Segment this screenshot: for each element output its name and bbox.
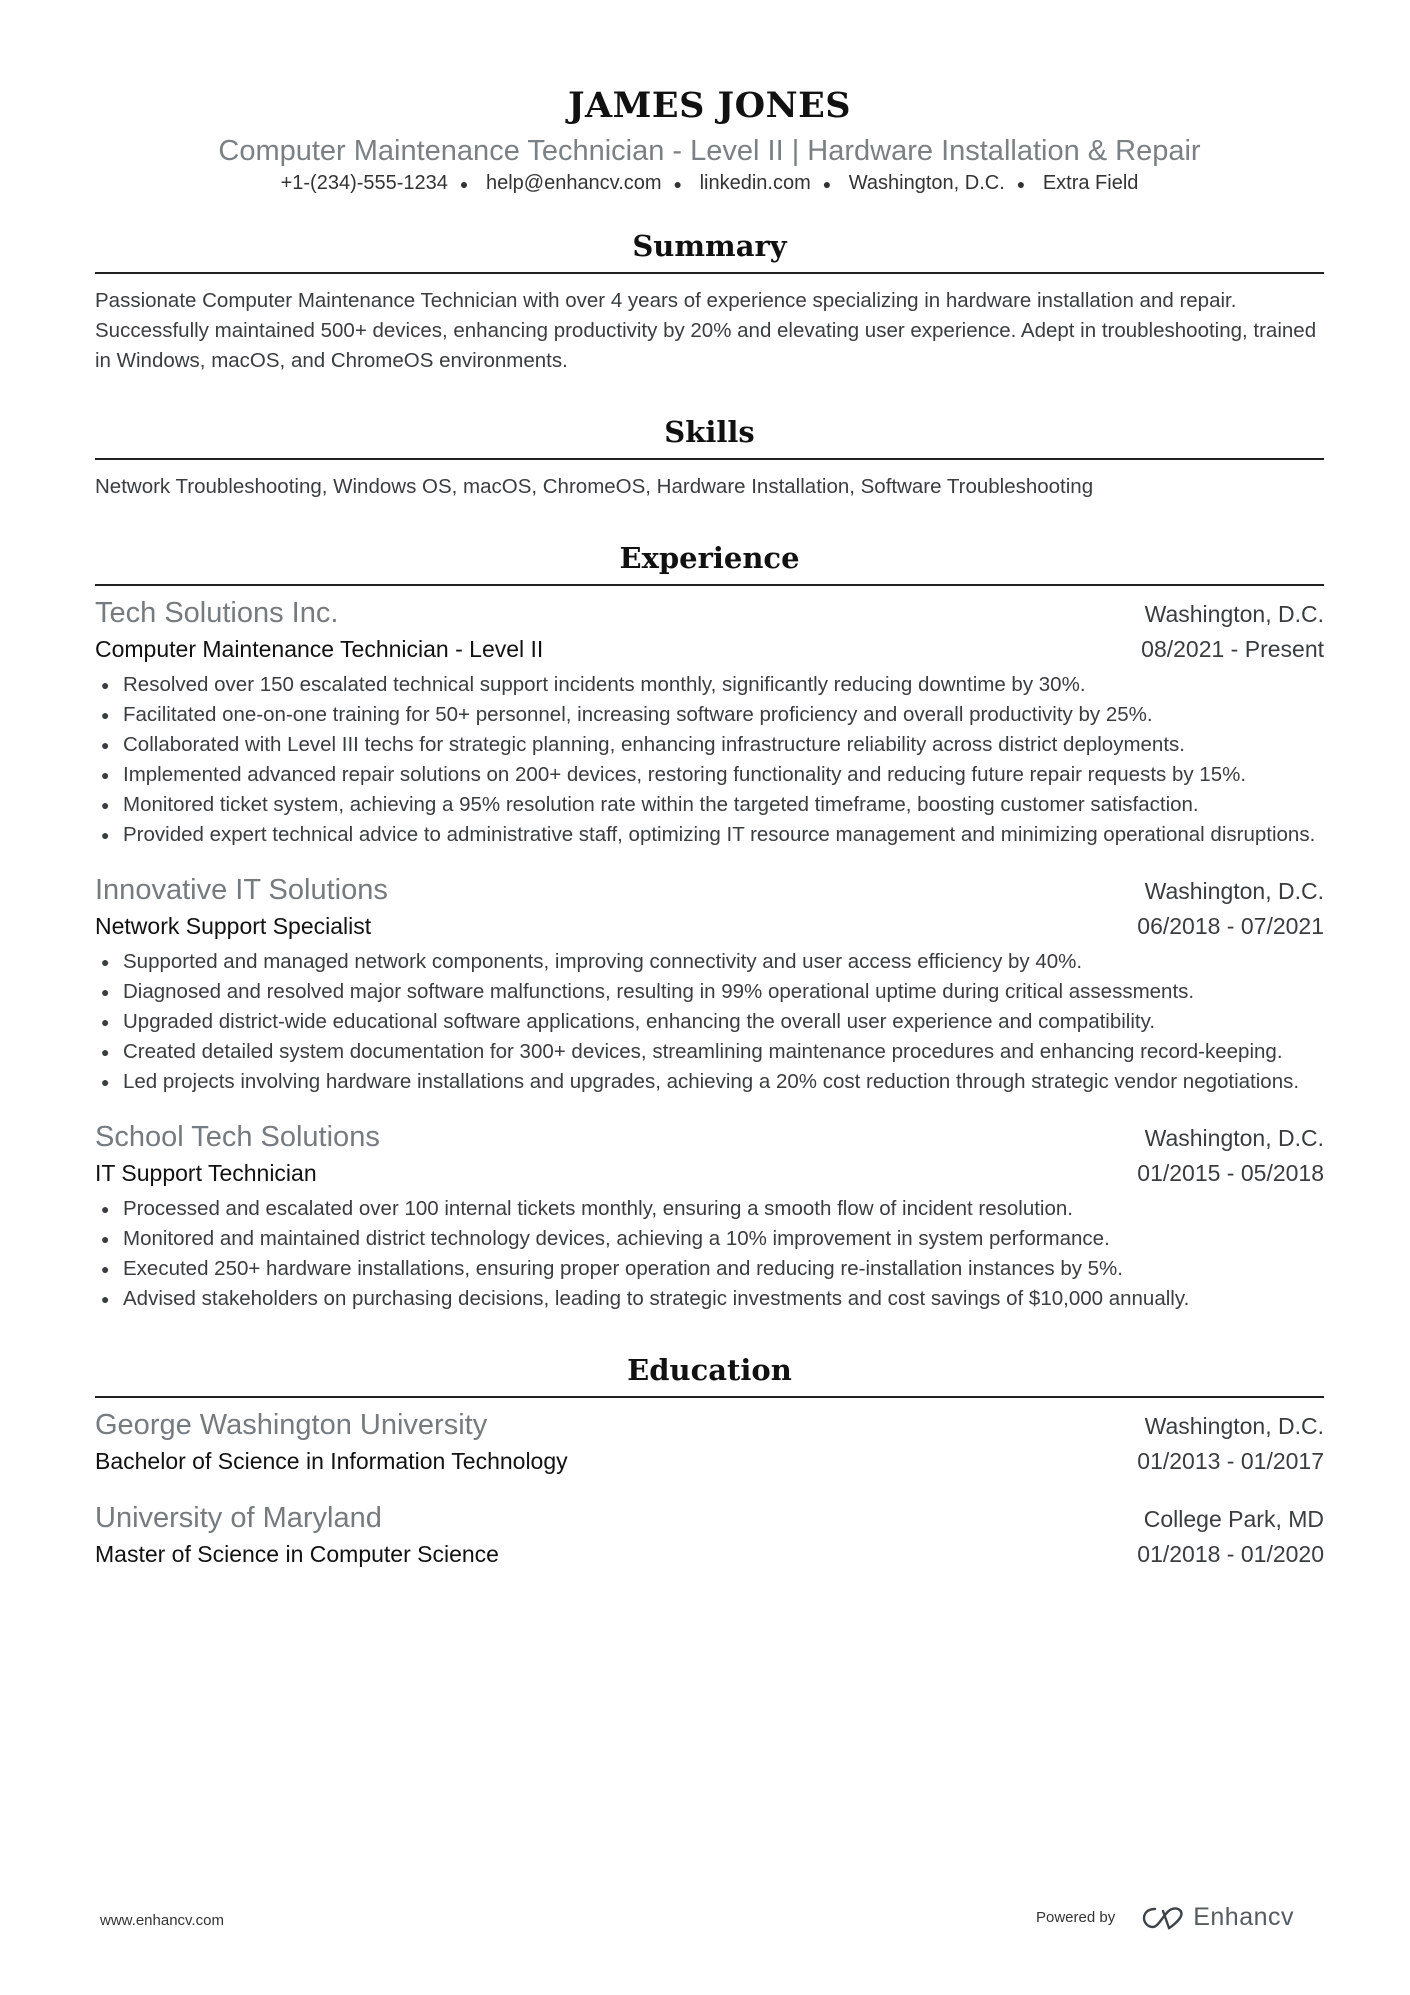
job-title: Network Support Specialist	[95, 913, 372, 939]
bullet-text: Provided expert technical advice to administrative staff, optimizing IT resource management and minimizing operational disruptions.	[123, 823, 1316, 846]
job-location: Washington, D.C.	[1144, 1125, 1324, 1151]
job-title: IT Support Technician	[95, 1160, 317, 1186]
separator-dot: ●	[673, 175, 683, 192]
education-entry	[95, 1407, 1324, 1478]
bullet-text: Diagnosed and resolved major software malfunctions, resulting in 99% operational uptime during critical assessments.	[123, 980, 1195, 1003]
linkedin-link[interactable]: linkedin.com	[699, 172, 811, 194]
section-heading: Education	[95, 1350, 1324, 1398]
list-item	[95, 1194, 1324, 1224]
section-heading: Experience	[95, 538, 1324, 586]
bullet-icon: ●	[101, 1014, 110, 1030]
bullet-icon: ●	[101, 954, 110, 970]
bullet-text: Supported and managed network components, improving connectivity and user access efficiency by 40%.	[123, 950, 1083, 973]
enhancv-logo-icon	[1141, 1905, 1187, 1931]
bullet-icon: ●	[101, 984, 110, 1000]
achievement-list	[95, 670, 1324, 850]
bullet-text: Advised stakeholders on purchasing decisions, leading to strategic investments and cost savings of $10,000 annually.	[123, 1287, 1190, 1310]
bullet-icon: ●	[101, 1074, 110, 1090]
bullet-icon: ●	[101, 827, 110, 843]
bullet-text: Created detailed system documentation for 300+ devices, streamlining maintenance procedures and enhancing record-keeping.	[123, 1040, 1283, 1063]
section-heading: Summary	[95, 226, 1324, 274]
experience-entry	[95, 1119, 1324, 1314]
bullet-icon: ●	[101, 1201, 110, 1217]
list-item	[95, 700, 1324, 730]
extra-field: Extra Field	[1042, 172, 1139, 194]
list-item	[95, 670, 1324, 700]
list-item	[95, 1284, 1324, 1314]
education-entry	[95, 1500, 1324, 1571]
job-location: Washington, D.C.	[1144, 878, 1324, 904]
phone: +1-(234)-555-1234	[280, 172, 448, 194]
job-title: Computer Maintenance Technician - Level II	[95, 636, 544, 662]
bullet-text: Collaborated with Level III techs for strategic planning, enhancing infrastructure reliability across district deployments.	[123, 733, 1185, 756]
bullet-text: Resolved over 150 escalated technical support incidents monthly, significantly reducing downtime by 30%.	[123, 673, 1086, 696]
separator-dot: ●	[459, 175, 469, 192]
separator-dot: ●	[1016, 175, 1026, 192]
education-dates: 01/2013 - 01/2017	[1137, 1448, 1324, 1474]
school-location: College Park, MD	[1143, 1506, 1324, 1532]
skills-section	[95, 412, 1324, 502]
list-item	[95, 820, 1324, 850]
degree: Bachelor of Science in Information Technology	[95, 1448, 568, 1474]
contact-info	[95, 170, 1324, 197]
separator-dot: ●	[822, 175, 832, 192]
list-item	[95, 730, 1324, 760]
bullet-text: Implemented advanced repair solutions on 200+ devices, restoring functionality and reducing future repair requests by 15%.	[123, 763, 1247, 786]
experience-section	[95, 538, 1324, 1314]
bullet-icon: ●	[101, 1044, 110, 1060]
bullet-text: Processed and escalated over 100 internal tickets monthly, ensuring a smooth flow of incident resolution.	[123, 1197, 1073, 1220]
list-item	[95, 947, 1324, 977]
achievement-list	[95, 1194, 1324, 1314]
job-dates: 01/2015 - 05/2018	[1137, 1160, 1324, 1186]
degree: Master of Science in Computer Science	[95, 1541, 499, 1567]
education-section	[95, 1350, 1324, 1571]
bullet-text: Executed 250+ hardware installations, ensuring proper operation and reducing re-installation instances by 5%.	[123, 1257, 1123, 1280]
company-name: School Tech Solutions	[95, 1121, 380, 1153]
education-dates: 01/2018 - 01/2020	[1137, 1541, 1324, 1567]
bullet-text: Facilitated one-on-one training for 50+ personnel, increasing software proficiency and overall productivity by 25%.	[123, 703, 1153, 726]
list-item	[95, 1007, 1324, 1037]
email-link[interactable]: help@enhancv.com	[485, 172, 662, 194]
job-location: Washington, D.C.	[1144, 601, 1324, 627]
bullet-icon: ●	[101, 1261, 110, 1277]
powered-by-label: Powered by	[1036, 1909, 1116, 1926]
list-item	[95, 1254, 1324, 1284]
bullet-text: Monitored ticket system, achieving a 95% resolution rate within the targeted timeframe, boosting customer satisfaction.	[123, 793, 1199, 816]
bullet-icon: ●	[101, 797, 110, 813]
bullet-text: Led projects involving hardware installations and upgrades, achieving a 20% cost reduction through strategic vendor negotiations.	[123, 1070, 1300, 1093]
school-name: University of Maryland	[95, 1502, 382, 1534]
footer-website[interactable]: www.enhancv.com	[100, 1912, 224, 1929]
summary-section	[95, 226, 1324, 376]
achievement-list	[95, 947, 1324, 1097]
experience-entry	[95, 595, 1324, 850]
company-name: Tech Solutions Inc.	[95, 597, 339, 629]
candidate-name: JAMES JONES	[567, 85, 852, 126]
candidate-headline: Computer Maintenance Technician - Level II | Hardware Installation & Repair	[218, 135, 1201, 167]
enhancv-brand: Enhancv	[1193, 1903, 1295, 1931]
bullet-text: Monitored and maintained district technology devices, achieving a 10% improvement in system performance.	[123, 1227, 1110, 1250]
list-item	[95, 977, 1324, 1007]
job-dates: 06/2018 - 07/2021	[1137, 913, 1324, 939]
list-item	[95, 760, 1324, 790]
experience-entry	[95, 872, 1324, 1097]
bullet-icon: ●	[101, 767, 110, 783]
school-name: George Washington University	[95, 1409, 488, 1441]
bullet-icon: ●	[101, 1231, 110, 1247]
bullet-icon: ●	[101, 707, 110, 723]
list-item	[95, 790, 1324, 820]
summary-text: Passionate Computer Maintenance Technician with over 4 years of experience specializing in hardware installation and repair. Successfully maintained 500+ devices, enhancing productivity by 20% and elevating user experience. Adept in troubleshooting, trained in Windows, macOS, and ChromeOS environments.	[95, 289, 1317, 372]
location: Washington, D.C.	[848, 172, 1005, 194]
company-name: Innovative IT Solutions	[95, 874, 388, 906]
bullet-text: Upgraded district-wide educational software applications, enhancing the overall user experience and compatibility.	[123, 1010, 1156, 1033]
section-heading: Skills	[95, 412, 1324, 460]
bullet-icon: ●	[101, 677, 110, 693]
bullet-icon: ●	[101, 1291, 110, 1307]
bullet-icon: ●	[101, 737, 110, 753]
list-item	[95, 1067, 1324, 1097]
school-location: Washington, D.C.	[1144, 1413, 1324, 1439]
list-item	[95, 1224, 1324, 1254]
job-dates: 08/2021 - Present	[1141, 636, 1324, 662]
skills-text: Network Troubleshooting, Windows OS, macOS, ChromeOS, Hardware Installation, Software Troubleshooting	[95, 475, 1094, 498]
footer-branding	[1036, 1903, 1294, 1932]
list-item	[95, 1037, 1324, 1067]
